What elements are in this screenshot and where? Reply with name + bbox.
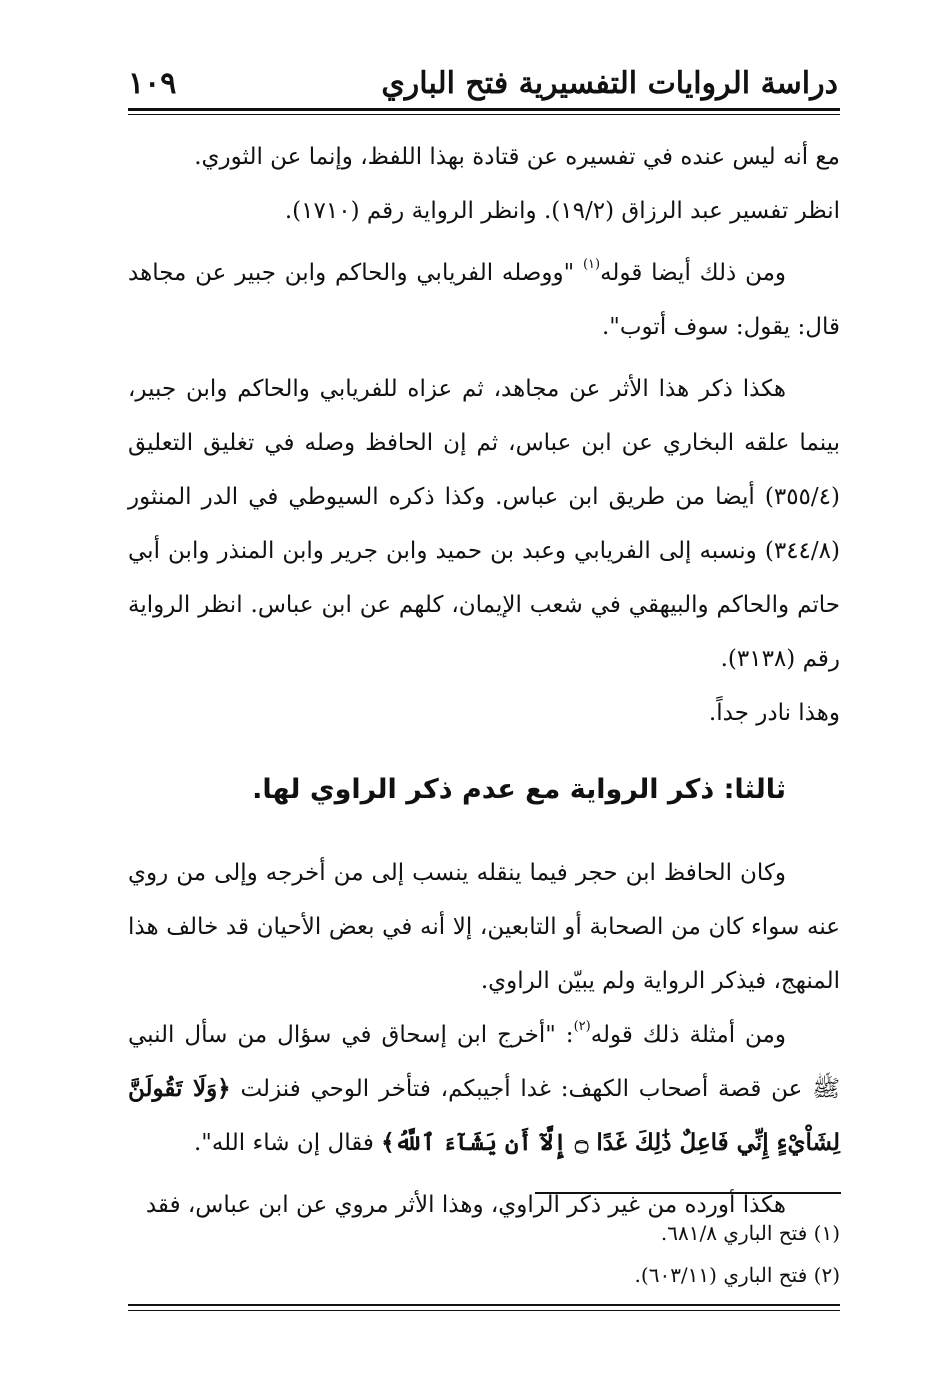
paragraph-5 [128, 1008, 840, 1170]
paragraph-5-text: ومن أمثلة ذلك قوله [590, 1022, 786, 1048]
paragraph-2-quote: "ووصله الفريابي والحاكم وابن جبير عن مجاهد قال: يقول: سوف أتوب". [128, 260, 840, 340]
footnote-1: (١) فتح الباري ٦٨١/٨. [660, 1221, 840, 1245]
footnote-ref-2: (٢) [573, 1019, 591, 1034]
paragraph-2-text: ومن ذلك أيضا قوله [600, 260, 786, 286]
paragraph-3-last: وهذا نادر جداً. [708, 700, 840, 726]
page-header [128, 62, 838, 106]
paragraph-4: وكان الحافظ ابن حجر فيما ينقله ينسب إلى من أخرجه وإلى من روي عنه سواء كان من الصحابة أو التابعين، إلا أنه في بعض الأحيان قد خالف هذا المنهج، فيذكر الرواية ولم يبيّن الراوي. [128, 860, 840, 994]
paragraph-5-quote: : "أخرج ابن إسحاق في سؤال من سأل النبي ﷺ عن قصة أصحاب الكهف: غدا أجيبكم، فتأخر الوحي فنزلت [128, 1022, 840, 1102]
bottom-rule [128, 1304, 840, 1306]
paragraph-2 [128, 246, 840, 354]
paragraph-3: هكذا ذكر هذا الأثر عن مجاهد، ثم عزاه للفريابي والحاكم وابن جبير، بينما علقه البخاري عن ابن عباس، ثم إن الحافظ وصله في تغليق التعليق (٣٥٥/٤) أيضا من طريق ابن عباس. وكذا ذكره السيوطي في الدر المنثور (٣٤٤/٨) ونسبه إلى الفريابي وعبد بن حميد وابن جرير وابن المنذر وابن أبي حاتم والحاكم والبيهقي في شعب الإيمان، كلهم عن ابن عباس. انظر الرواية رقم (٣١٣٨). [128, 376, 840, 672]
paragraph-1-line-1: مع أنه ليس عنده في تفسيره عن قتادة بهذا اللفظ، وإنما عن الثوري. [194, 144, 840, 170]
quran-verse: ﴿وَلَا تَقُولَنَّ لِشَاْيْءٍ إِنِّي فَاعِلٌ ذَٰلِكَ غَدًا ۝ إِلَّآ أَن يَشَآءَ ٱللَّهُ﴾ [128, 1075, 840, 1156]
header-rule-thin [128, 114, 840, 115]
page-number: ١٠٩ [128, 66, 177, 101]
page-body [128, 130, 840, 1232]
running-title: دراسة الروايات التفسيرية فتح الباري [381, 66, 838, 101]
paragraph-5-end: فقال إن شاء الله". [193, 1130, 382, 1156]
paragraph-6: هكذا أورده من غير ذكر الراوي، وهذا الأثر مروي عن ابن عباس، فقد [145, 1192, 786, 1218]
footnote-separator [535, 1192, 841, 1194]
footnote-ref-1: (١) [582, 257, 601, 272]
bottom-rule-thin [128, 1310, 840, 1311]
section-heading: ثالثا: ذكر الرواية مع عدم ذكر الراوي لها. [252, 774, 786, 805]
header-rule [128, 108, 840, 111]
footnotes [130, 1212, 840, 1296]
paragraph-1-line-2: انظر تفسير عبد الرزاق (١٩/٢). وانظر الرواية رقم (١٧١٠). [284, 198, 840, 224]
footnote-2: (٢) فتح الباري (٦٠٣/١١). [634, 1263, 840, 1287]
